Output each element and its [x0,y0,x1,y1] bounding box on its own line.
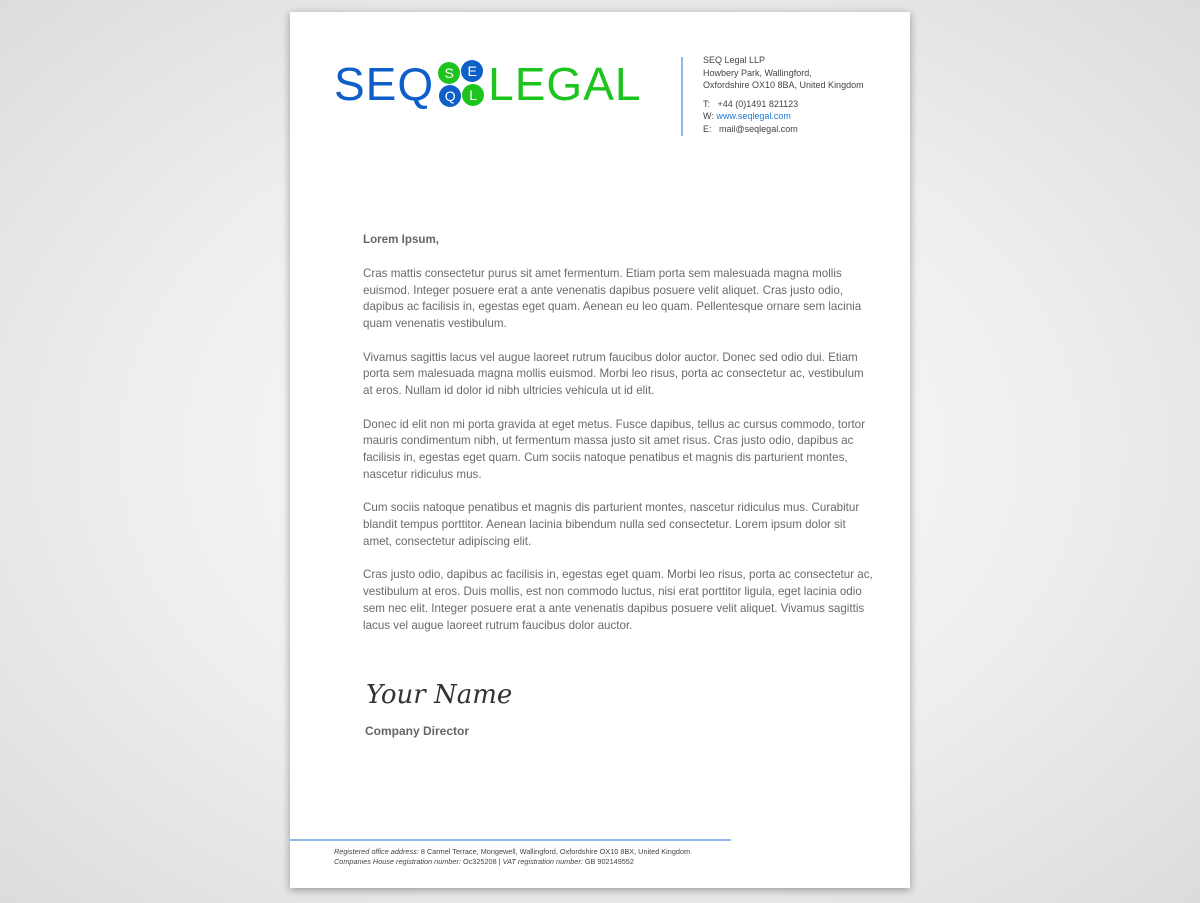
phone-line [703,98,864,111]
registration-numbers [334,857,690,867]
paragraph: Cras mattis consectetur purus sit amet fermentum. Etiam porta sem malesuada magna mollis euismod. Integer posuere erat a ante venenatis dapibus posuere velit aliquet. Cras justo odio, dapibus ac facilisis in, egestas eget quam. Aenean eu leo quam. Pellentesque ornare sem lacinia quam venenatis vestibulum. [363,266,862,331]
logo-dot-l: L [462,84,484,106]
paragraph: Cum sociis natoque penatibus et magnis dis parturient montes, nascetur ridiculus mus. Curabitur blandit tempus porttitor. Aenean lacinia bibendum nulla sed consectetur. Lorem ipsum dolor sit amet, consectetur adipiscing elit. [363,501,860,548]
address-line-2: Oxfordshire OX10 8BA, United Kingdom [703,80,864,90]
header-divider [681,57,683,136]
ch-label: Companies House registration number: [334,857,461,866]
signature: Your Name [366,680,513,710]
address-line-1: Howbery Park, Wallingford, [703,67,812,78]
vat-value: GB 902149552 [584,857,634,866]
logo-dot-e: E [461,60,483,82]
logo-dots-icon [436,58,486,110]
email-line [703,123,864,136]
web-line [703,110,864,123]
logo-dot-s: S [438,62,460,84]
paragraph: Donec id elit non mi porta gravida at eget metus. Fusce dapibus, tellus ac cursus commodo, tortor mauris condimentum nibh, ut fermentum massa justo sit amet risus. Cras justo odio, dapibus ac facilisis in, egestas eget quam. Cum sociis natoque penatibus et magnis dis parturient montes, nascetur ridiculus mus. [363,417,865,481]
paragraph: Cras justo odio, dapibus ac facilisis in, egestas eget quam. Morbi leo risus, porta ac consectetur ac, vestibulum at eros. Duis mollis, est non commodo luctus, nisi erat porttitor ligula, eget lacinia odio sem nec elit. Integer posuere erat a ante venenatis dapibus posuere velit aliquet. Vivamus sagittis lacus vel augue laoreet rutrum faucibus dolor auctor. [363,568,873,632]
logo-dot-q: Q [439,85,461,107]
greeting: Lorem Ipsum, [363,233,440,246]
email-label: E: [703,123,712,134]
logo-seq-text: SEQ [334,58,435,110]
letter-body [363,232,873,651]
footer-divider [290,839,731,841]
registered-office [334,847,690,857]
reg-value: 8 Carmel Terrace, Mongewell, Wallingford, Oxfordshire OX10 8BX, United Kingdom [420,847,691,856]
phone-value: +44 (0)1491 821123 [717,98,799,109]
logo-legal-text: LEGAL [488,58,642,110]
company-name: SEQ Legal LLP [703,55,766,65]
website-link[interactable]: www.seqlegal.com [716,111,791,121]
ch-value: Oc325208 | [462,857,501,866]
contact-block [703,54,864,135]
paragraph: Vivamus sagittis lacus vel augue laoreet rutrum faucibus dolor auctor. Donec sed odio dui. Etiam porta sem malesuada magna mollis euismod. Morbi leo risus, porta ac consectetur ac, vestibulum at eros. Nullam id dolor id nibh ultricies vehicula ut id elit. [363,350,864,398]
phone-label: T: [703,98,711,109]
vat-label: VAT registration number: [502,857,583,866]
footer [334,847,690,867]
reg-label: Registered office address: [334,847,419,856]
seq-legal-logo [334,54,641,114]
email-value: mail@seqlegal.com [719,123,798,134]
web-label: W: [703,111,714,121]
letterhead-page [290,12,910,888]
signatory-role: Company Director [365,724,470,738]
